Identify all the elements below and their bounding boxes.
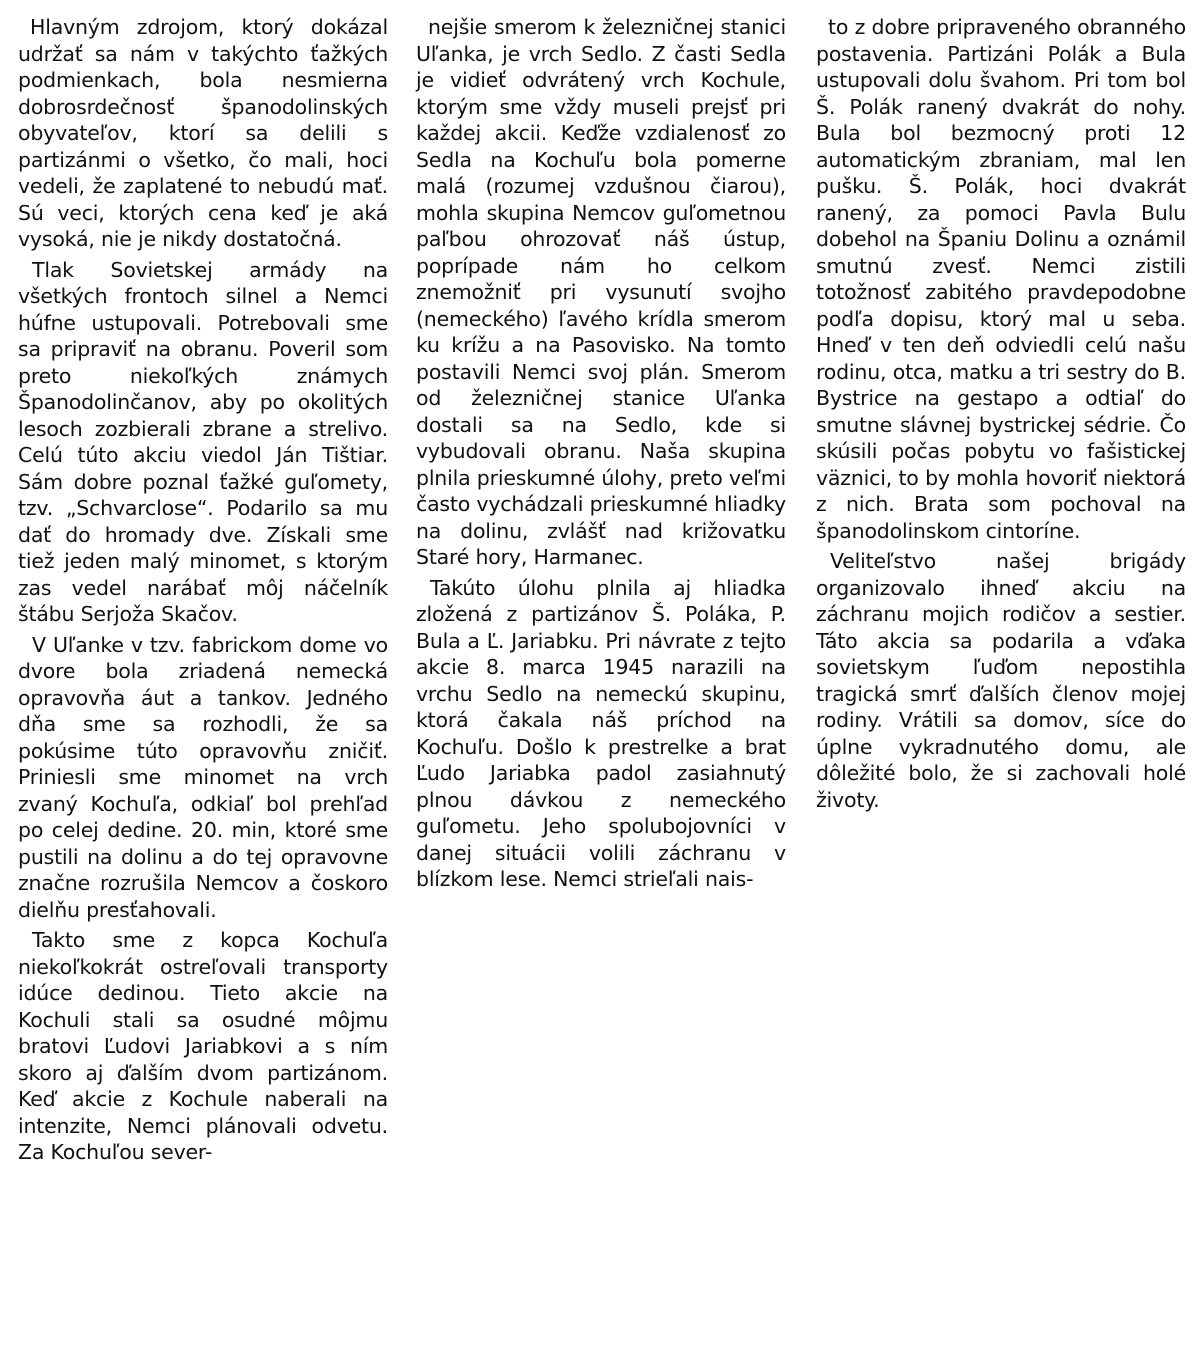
paragraph: Veliteľstvo našej brigády organizovalo ihneď akciu na záchranu mojich rodičov a sestier. Táto akcia sa podarila a vďaka sovietskym ľuďom nepostihla tragická smrť ďalších členov mojej rodiny. Vrátili sa domov, síce do úplne vykradnutého domu, ale dôležité bolo, že si zachovali holé životy. [816, 549, 1186, 812]
text-column-1 [18, 14, 388, 1170]
text-column-3 [816, 14, 1186, 817]
paragraph: V Uľanke v tzv. fabrickom dome vo dvore bola zriadená nemecká opravovňa áut a tankov. Jedného dňa sme sa rozhodli, že sa pokúsime túto opravovňu zničiť. Priniesli sme minomet na vrch zvaný Kochuľa, odkiaľ bol prehľad po celej dedine. 20. min, ktoré sme pustili na dolinu a do tej opravovne značne rozrušila Nemcov a čoskoro dielňu presťahovali. [18, 632, 388, 922]
paragraph: Takto sme z kopca Kochuľa niekoľkokrát ostreľovali transporty idúce dedinou. Tieto akcie na Kochuli stali sa osudné môjmu bratovi Ľudovi Jariabkovi a s ním skoro aj ďalším dvom partizánom. Keď akcie z Kochule naberali na intenzite, Nemci plánovali odvetu. Za Kochuľou sever- [18, 928, 388, 1164]
paragraph: Hlavným zdrojom, ktorý dokázal udržať sa nám v takýchto ťažkých podmienkach, bola nesmierna dobrosrdečnosť španodolinských obyvateľov, ktorí sa delili s partizánmi o všetko, čo mali, hoci vedeli, že zaplatené to nebudú mať. Sú veci, ktorých cena keď je aká vysoká, nie je nikdy dostatočná. [18, 15, 388, 251]
text-column-2 [416, 14, 786, 897]
paragraph: Takúto úlohu plnila aj hliadka zložená z partizánov Š. Poláka, P. Bula a Ľ. Jariabku. Pri návrate z tejto akcie 8. marca 1945 narazili na vrchu Sedlo na nemeckú skupinu, ktorá čakala náš príchod na Kochuľu. Došlo k prestrelke a brat Ľudo Jariabka padol zasiahnutý plnou dávkou z nemeckého guľometu. Jeho spolubojovníci v danej situácii volili záchranu v blízkom lese. Nemci strieľali nais- [416, 575, 786, 891]
paragraph: Tlak Sovietskej armády na všetkých frontoch silnel a Nemci húfne ustupovali. Potrebovali sme sa pripraviť na obranu. Poveril som preto niekoľkých známych Španodolinčanov, aby po okolitých lesoch zozbierali zbrane a strelivo. Celú túto akciu viedol Ján Tištiar. Sám dobre poznal ťažké guľomety, tzv. „Schvarclose“. Podarilo sa mu dať do hromady dve. Získali sme tiež jeden malý minomet, s ktorým zas vedel narábať môj náčelník štábu Serjoža Skačov. [18, 257, 388, 626]
paragraph: nejšie smerom k železničnej stanici Uľanka, je vrch Sedlo. Z časti Sedla je vidieť odvrátený vrch Kochule, ktorým sme vždy museli prejsť pri každej akcii. Keďže vzdialenosť zo Sedla na Kochuľu bola pomerne malá (rozumej vzdušnou čiarou), mohla skupina Nemcov guľometnou paľbou ohrozovať náš ústup, poprípade nám ho celkom znemožniť pri vysunutí svojho (nemeckého) ľavého krídla smerom ku krížu a na Pasovisko. Na tomto postavili Nemci svoj plán. Smerom od železničnej stanice Uľanka dostali sa na Sedlo, kde si vybudovali obranu. Naša skupina plnila prieskumné úlohy, preto veľmi často vychádzali prieskumné hliadky na dolinu, zvlášť nad križovatku Staré hory, Harmanec. [416, 15, 786, 569]
paragraph: to z dobre pripraveného obranného postavenia. Partizáni Polák a Bula ustupovali dolu švahom. Pri tom bol Š. Polák ranený dvakrát do nohy. Bula bol bezmocný proti 12 automatickým zbraniam, mal len pušku. Š. Polák, hoci dvakrát ranený, za pomoci Pavla Bulu dobehol na Španiu Dolinu a oznámil smutnú zvesť. Nemci zistili totožnosť zabitého pravdepodobne podľa dopisu, ktorý mal u seba. Hneď v ten deň odviedli celú našu rodinu, otca, matku a tri sestry do B. Bystrice na gestapo a odtiaľ do smutne slávnej bystrickej sédrie. Čo skúsili počas pobytu vo fašistickej väznici, to by mohla hovoriť niektorá z nich. Brata som pochoval na španodolinskom cintoríne. [816, 15, 1186, 543]
article-page [18, 14, 1188, 1354]
